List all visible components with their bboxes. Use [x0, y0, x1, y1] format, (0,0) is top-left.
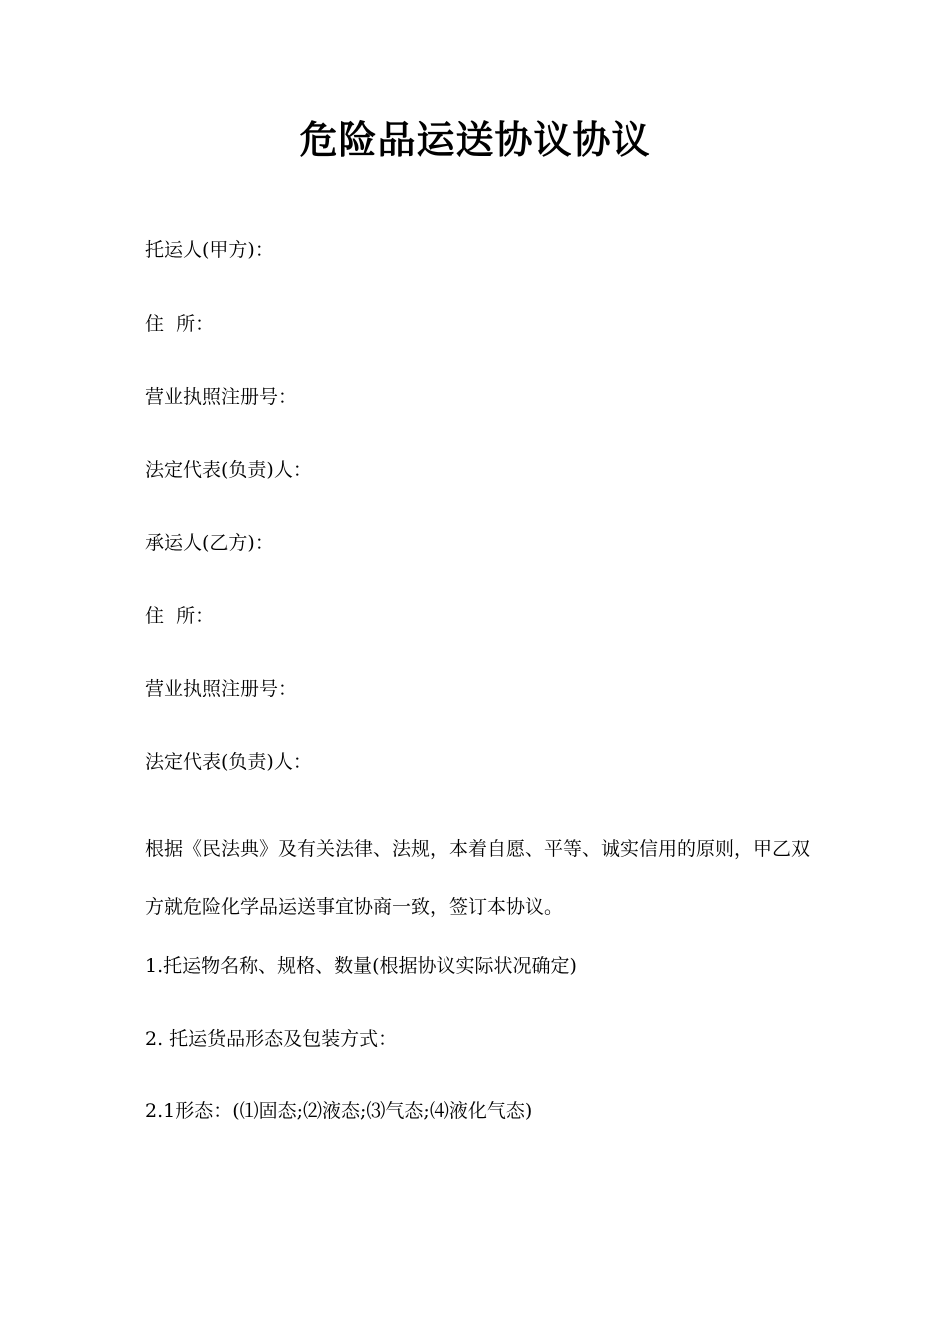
- clause-1: 1.托运物名称、规格、数量(根据协议实际状况确定): [145, 955, 577, 977]
- preamble-paragraph: 根据《民法典》及有关法律、法规，本着自愿、平等、诚实信用的原则，甲乙双方就危险化学品运送事宜协商一致，签订本协议。: [145, 838, 811, 918]
- carrier-party-field: 承运人(乙方)：: [145, 532, 274, 554]
- carrier-address-field: 住 所：: [145, 605, 215, 627]
- clause-2-1: 2.1形态：(⑴固态;⑵液态;⑶气态;⑷液化气态): [145, 1100, 533, 1122]
- carrier-representative-field: 法定代表(负责)人：: [145, 751, 312, 773]
- shipper-party-field: 托运人(甲方)：: [145, 239, 274, 261]
- shipper-representative-field: 法定代表(负责)人：: [145, 459, 312, 481]
- clause-2: 2. 托运货品形态及包装方式：: [145, 1028, 398, 1050]
- document-title: 危险品运送协议协议: [299, 117, 651, 162]
- shipper-license-field: 营业执照注册号：: [145, 386, 298, 408]
- shipper-address-field: 住 所：: [145, 313, 215, 335]
- carrier-license-field: 营业执照注册号：: [145, 678, 298, 700]
